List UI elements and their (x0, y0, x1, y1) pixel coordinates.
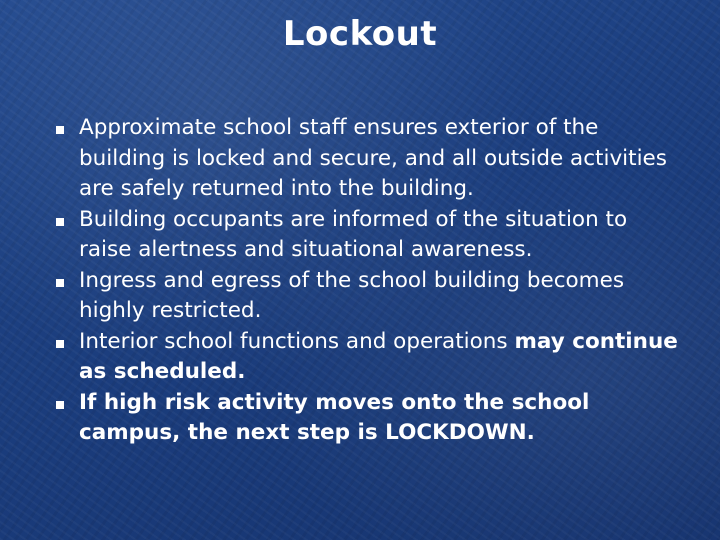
bullet-item-ingress-egress (56, 266, 686, 327)
bullet-text-emphasis: If high risk activity moves onto the school campus, the next step is LOCKDOWN. (79, 389, 590, 445)
bullet-text: Building occupants are informed of the situation to raise alertness and situational awareness. (79, 206, 628, 262)
bullet-item-interior-functions (56, 327, 686, 388)
slide-title: Lockout (282, 14, 438, 54)
square-bullet-icon (56, 218, 64, 226)
bullet-text: Ingress and egress of the school building becomes highly restricted. (79, 267, 625, 323)
square-bullet-icon (56, 401, 64, 409)
bullet-text: Interior school functions and operations (79, 328, 515, 354)
square-bullet-icon (56, 279, 64, 287)
bullet-item-occupants-informed (56, 205, 686, 266)
bullet-text: Approximate school staff ensures exterior of the building is locked and secure, and all outside activities are safely returned into the building. (79, 115, 667, 201)
bullet-text-emphasis: may continue as scheduled. (79, 328, 678, 384)
bullet-item-exterior-secured (56, 113, 686, 205)
bullet-list (56, 113, 686, 449)
square-bullet-icon (56, 340, 64, 348)
bullet-item-next-step-lockdown (56, 388, 686, 449)
square-bullet-icon (56, 126, 64, 134)
